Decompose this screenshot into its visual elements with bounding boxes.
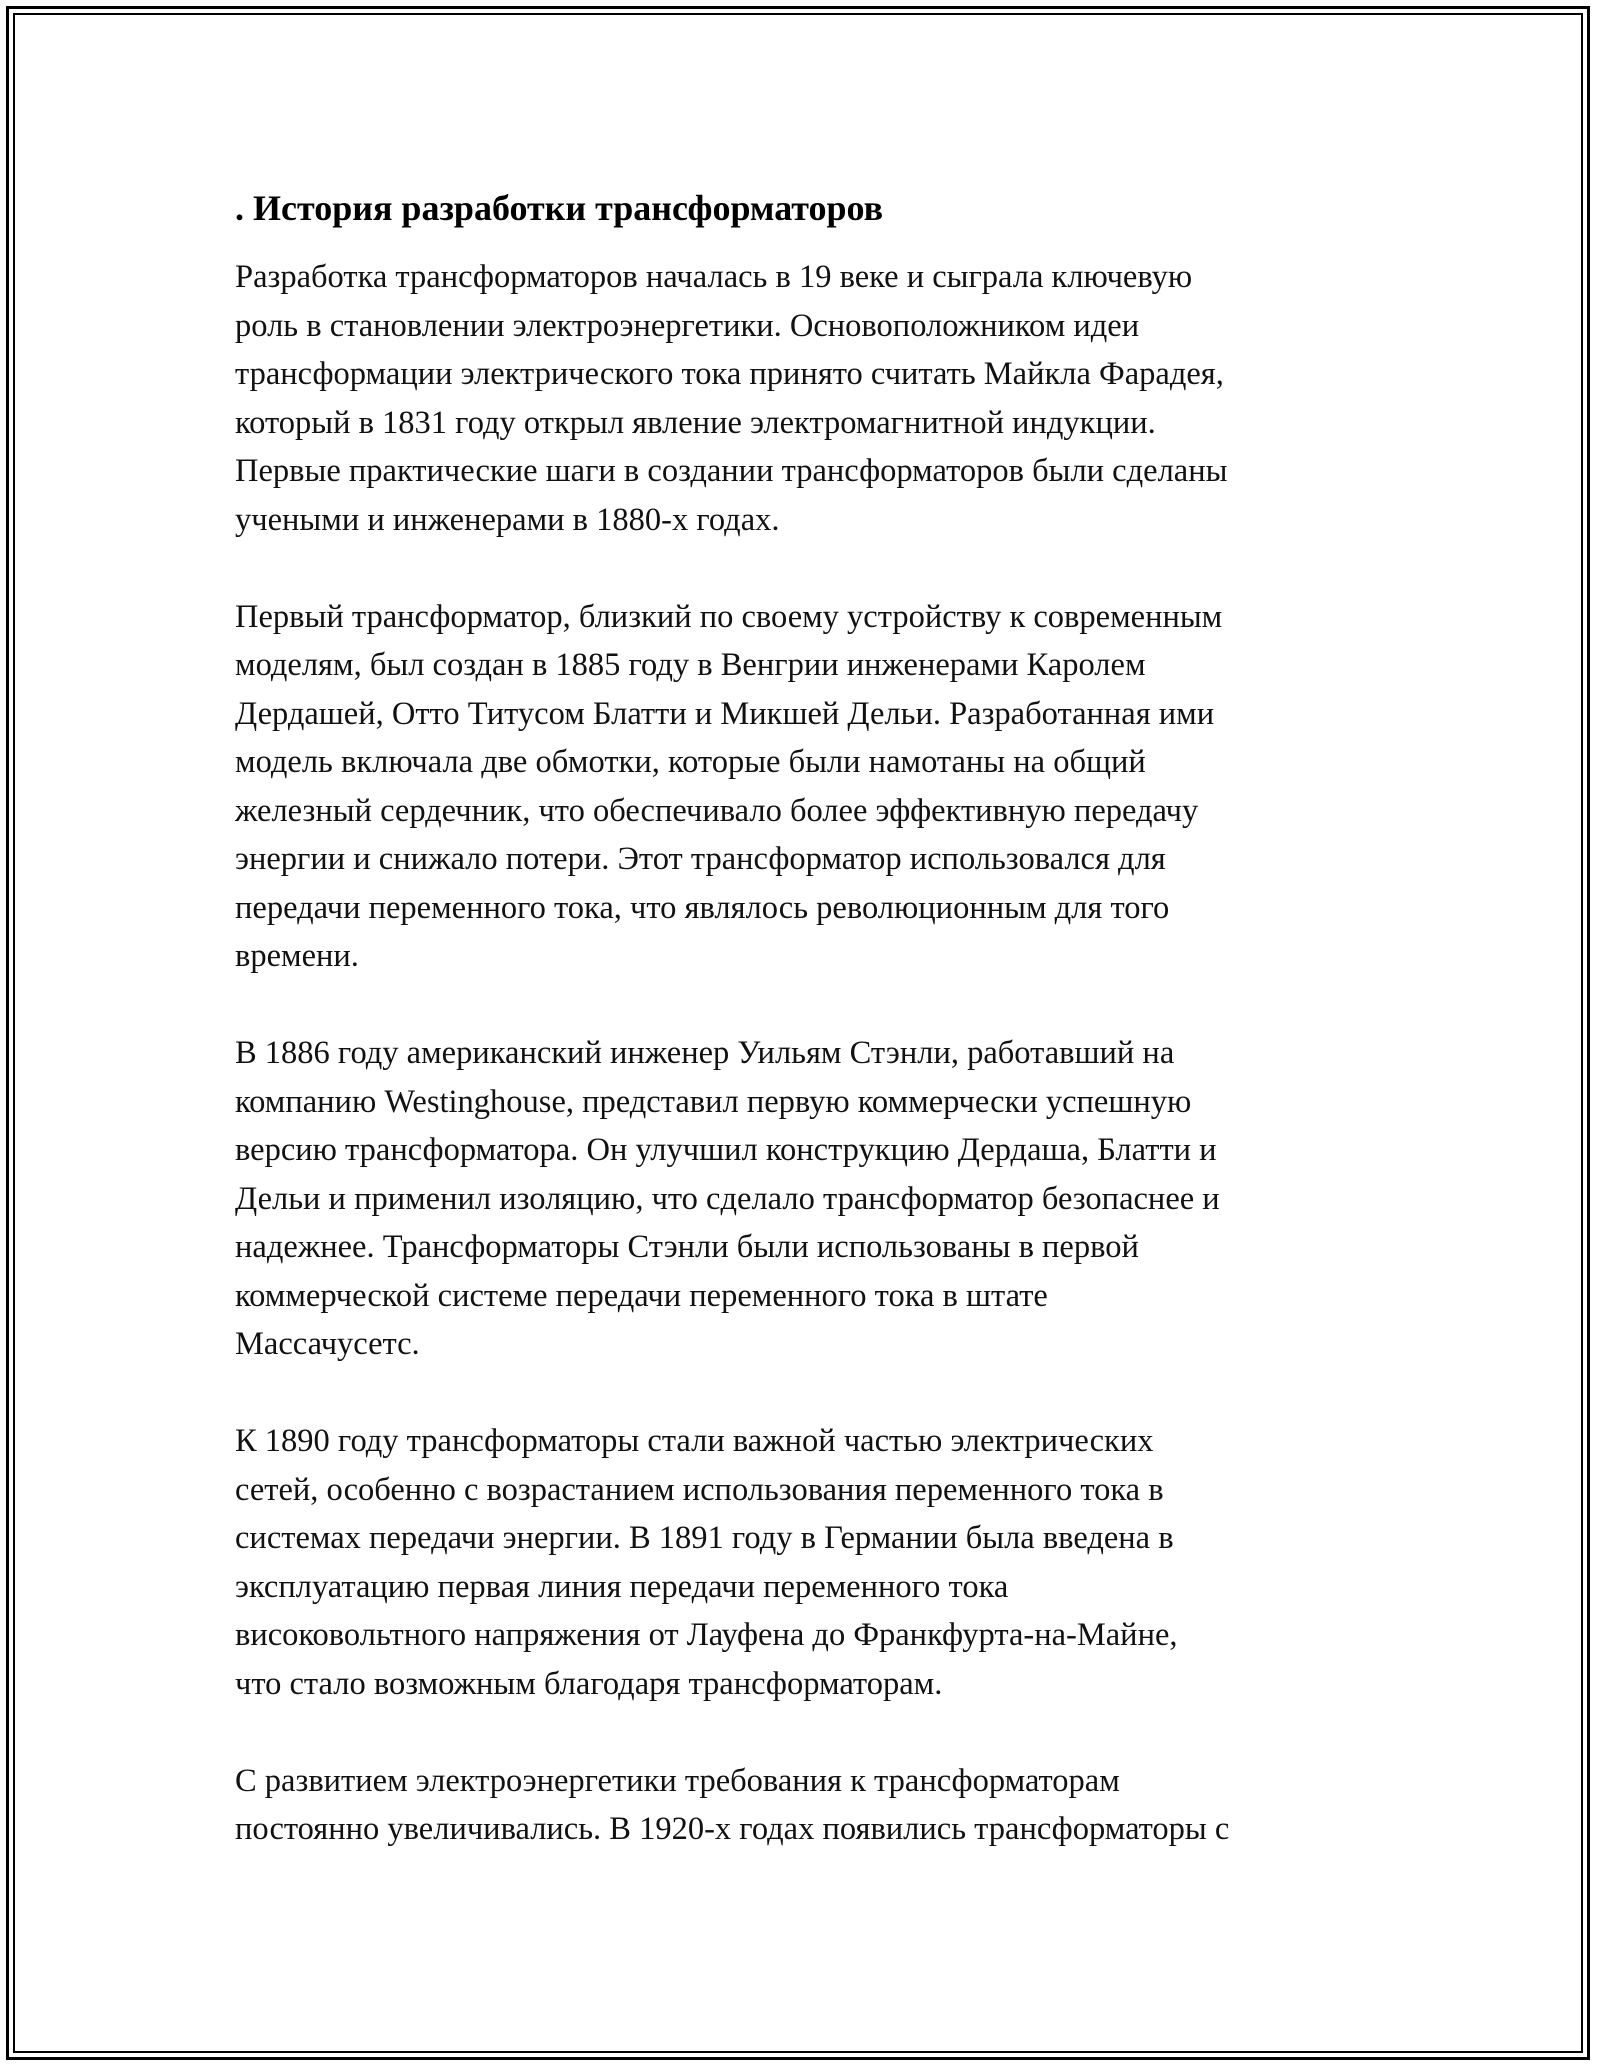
- paragraph-2: Первый трансформатор, близкий по своему устройству к современным моделям, был создан в 1885 году в Венгрии инженерами Каролем Дердашей, Отто Титусом Блатти и Микшей Дельи. Разработанная ими модель включала две обмотки, которые были намотаны на общий железный сердечник, что обеспечивало более эффективную передачу энергии и снижало потери. Этот трансформатор использовался для передачи переменного тока, что являлось революционным для того времени.: [235, 598, 1223, 974]
- section-heading: . История разработки трансформаторов: [235, 188, 884, 228]
- paragraph-1: Разработка трансформаторов началась в 19 веке и сыграла ключевую роль в становлении электроэнергетики. Основоположником идеи трансформации электрического тока принято считать Майкла Фарадея, который в 1831 году открыл явление электромагнитной индукции. Первые практические шаги в создании трансформаторов были сделаны учеными и инженерами в 1880-х годах.: [235, 259, 1228, 538]
- paragraph-4: К 1890 году трансформаторы стали важной частью электрических сетей, особенно с возрастанием использования переменного тока в системах передачи энергии. В 1891 году в Германии была введена в эксплуатацию первая линия передачи переменного тока високовольтного напряжения от Лауфена до Франкфурта-на-Майне, что стало возможным благодаря трансформаторам.: [235, 1423, 1178, 1702]
- document-body: [235, 185, 1365, 1854]
- paragraph-5: С развитием электроэнергетики требования к трансформаторам постоянно увеличивались. В 1920-х годах появились трансформаторы с: [235, 1762, 1230, 1847]
- paragraph-3: В 1886 году американский инженер Уильям Стэнли, работавший на компанию Westinghouse, представил первую коммерчески успешную версию трансформатора. Он улучшил конструкцию Дердаша, Блатти и Дельи и применил изоляцию, что сделало трансформатор безопаснее и надежнее. Трансформаторы Стэнли были использованы в первой коммерческой системе передачи переменного тока в штате Массачусетс.: [235, 1035, 1220, 1362]
